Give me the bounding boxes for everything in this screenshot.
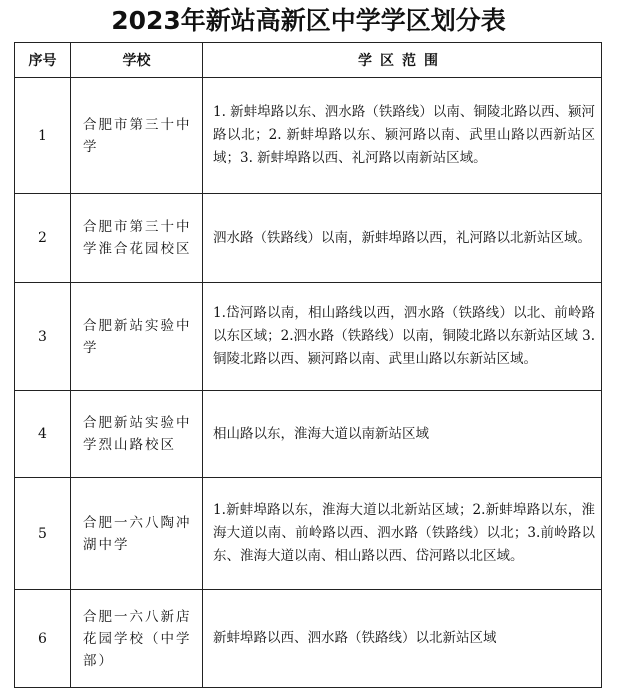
table-row [15, 78, 602, 194]
row-index: 1 [15, 78, 71, 194]
table-row [15, 283, 602, 391]
table-row [15, 194, 602, 283]
row-school: 合肥市第三十中学 [71, 78, 203, 194]
row-area: 1.岱河路以南，相山路线以西，泗水路（铁路线）以北、前岭路以东区域；2.泗水路（铁路线）以南，铜陵北路以东新站区域 3.铜陵北路以西、颍河路以南、武里山路以东新站区域。 [203, 283, 602, 391]
table-row [15, 391, 602, 478]
row-area: 相山路以东，淮海大道以南新站区域 [203, 391, 602, 478]
row-index: 3 [15, 283, 71, 391]
row-area: 1. 新蚌埠路以东、泗水路（铁路线）以南、铜陵北路以西、颍河路以北；2. 新蚌埠路以东、颍河路以南、武里山路以西新站区域；3. 新蚌埠路以西、礼河路以南新站区域。 [203, 78, 602, 194]
header-range-label: 学区范围 [358, 53, 446, 69]
header-school: 学校 [71, 43, 203, 78]
row-index: 2 [15, 194, 71, 283]
row-area: 1.新蚌埠路以东，淮海大道以北新站区域；2.新蚌埠路以东，淮海大道以南、前岭路以西、泗水路（铁路线）以北；3.前岭路以东、淮海大道以南、相山路以西、岱河路以北区域。 [203, 478, 602, 590]
row-school: 合肥一六八新店花园学校（中学部） [71, 590, 203, 688]
school-district-table [14, 42, 602, 688]
header-range [203, 43, 602, 78]
table-header-row [15, 43, 602, 78]
row-school: 合肥市第三十中学淮合花园校区 [71, 194, 203, 283]
row-area: 泗水路（铁路线）以南，新蚌埠路以西，礼河路以北新站区域。 [203, 194, 602, 283]
header-index: 序号 [15, 43, 71, 78]
row-area: 新蚌埠路以西、泗水路（铁路线）以北新站区域 [203, 590, 602, 688]
table-row [15, 590, 602, 688]
table-row [15, 478, 602, 590]
page-title: 2023年新站高新区中学学区划分表 [111, 6, 506, 35]
row-school: 合肥新站实验中学 [71, 283, 203, 391]
row-index: 6 [15, 590, 71, 688]
row-school: 合肥一六八陶冲湖中学 [71, 478, 203, 590]
row-index: 4 [15, 391, 71, 478]
row-index: 5 [15, 478, 71, 590]
row-school: 合肥新站实验中学烈山路校区 [71, 391, 203, 478]
